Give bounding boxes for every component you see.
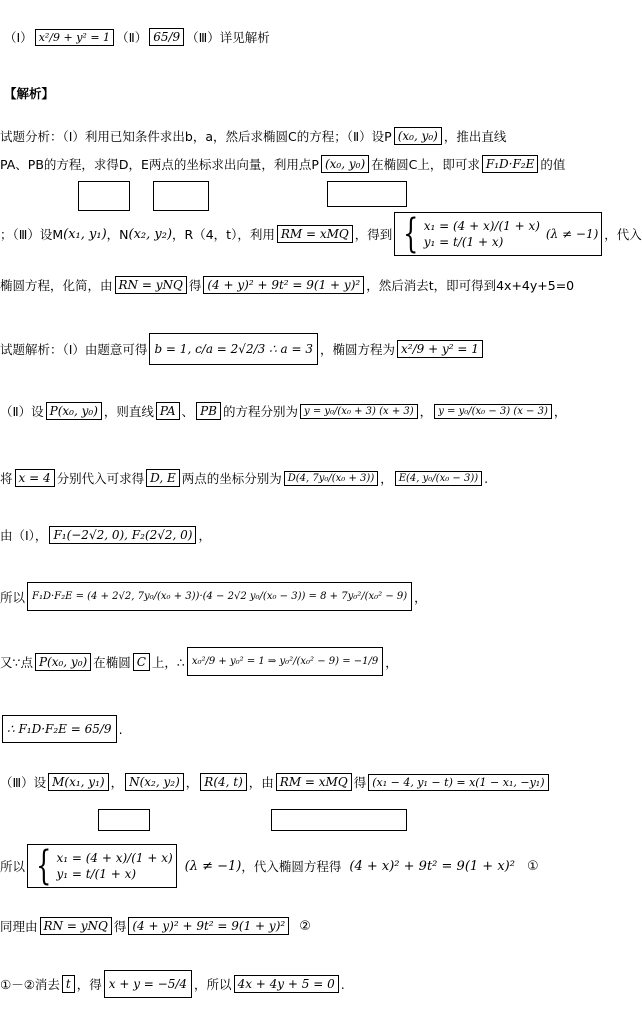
analysis-text: ，R（4，t），利用 [172, 227, 275, 242]
point-m-formula: M(x₁, y₁) [48, 773, 108, 791]
variable-t-label: t [62, 975, 75, 993]
analysis-text: 的值 [540, 157, 566, 172]
solution-line-4 [0, 526, 211, 544]
analysis-text: ，得到 [354, 227, 393, 242]
line-pb-label: PB [196, 402, 221, 420]
point-d-coords: D(4, 7y₀/(x₀ + 3)) [284, 471, 378, 486]
analysis-text: 试题分析：（Ⅰ）利用已知条件求出b，a，然后求椭圆C的方程；（Ⅱ）设P [0, 129, 392, 144]
solution-text: 将 [0, 471, 13, 486]
point-e-coords: E(4, y₀/(x₀ − 3)) [395, 471, 482, 486]
answer-part3-label: （Ⅲ）详见解析 [186, 30, 270, 45]
empty-formula-box [78, 181, 130, 211]
empty-formula-box [98, 809, 150, 831]
solution-text: ，由 [248, 775, 274, 790]
solution-text: . [484, 470, 489, 486]
solution-text: 分别代入可求得 [56, 471, 145, 486]
x-equals-4-label: x = 4 [15, 469, 55, 487]
solution-text: ， [385, 654, 398, 670]
solution-line-8 [0, 773, 551, 791]
sum-result-formula: x + y = −5/4 [104, 970, 192, 998]
solution-text: ， [380, 471, 393, 486]
vector-coordinate-equation: (x₁ − 4, y₁ − t) = x(1 − x₁, −y₁) [368, 774, 548, 791]
answer-ellipse-equation: x²/9 + y² = 1 [35, 29, 114, 46]
point-p-formula: P(x₀, y₀) [46, 402, 102, 420]
point-p-formula: (x₀, y₀) [321, 155, 369, 173]
analysis-line-4 [0, 276, 574, 294]
solution-text: 试题解析：（Ⅰ）由题意可得 [0, 342, 148, 357]
analysis-text: 椭圆方程，化简，由 [0, 278, 113, 293]
vector-relation-formula: RM = xMQ [276, 773, 352, 791]
point-p-formula: P(x₀, y₀) [35, 653, 91, 671]
vector-dot-formula: F₁D·F₂E [482, 155, 538, 173]
solution-text: 上，∴ [151, 654, 185, 670]
analysis-line-1 [0, 127, 506, 145]
analysis-text: ，然后消去t，即可得到4x+4y+5=0 [366, 278, 575, 293]
solution-text: ，所以 [194, 977, 232, 992]
solution-text: 所以 [0, 589, 26, 605]
solution-text: ，则直线 [103, 404, 154, 419]
point-p-formula: (x₀, y₀) [394, 127, 442, 145]
solution-text: 、 [181, 404, 195, 419]
solution-text: ， [553, 404, 567, 419]
solution-line-11 [0, 970, 345, 998]
solution-text: ， [185, 775, 199, 790]
solution-text: 所以 [0, 859, 26, 874]
solution-text: ， [419, 404, 433, 419]
empty-formula-box [327, 181, 407, 207]
dot-product-result: ∴ F₁D·F₂E = 65/9 [2, 715, 117, 743]
solution-text: ， [110, 775, 124, 790]
solution-text: . [118, 721, 123, 737]
equation-tag-1: ① [526, 858, 539, 874]
line-pa-equation: y = y₀/(x₀ + 3) (x + 3) [300, 404, 418, 419]
vector-relation-formula: RN = yNQ [40, 917, 112, 935]
solution-line-10 [0, 917, 311, 935]
solution-line-6 [0, 647, 398, 676]
solution-text: （Ⅲ）设 [0, 775, 47, 790]
point-m-formula: (x₁, y₁) [63, 226, 107, 242]
solution-text: （Ⅱ）设 [0, 404, 44, 419]
solution-line-2 [0, 402, 566, 420]
analysis-text: ，推出直线 [443, 129, 507, 144]
analysis-text: 得 [188, 278, 202, 293]
line-pa-label: PA [156, 402, 180, 420]
ellipse-substitution-formula: (4 + y)² + 9t² = 9(1 + y)² [203, 276, 364, 294]
answer-dot-product-value: 65/9 [149, 28, 184, 46]
analysis-line-2 [0, 155, 565, 173]
solution-text: ，代入椭圆方程得 [241, 859, 342, 874]
system-row-y: y₁ = t/(1 + x) [56, 867, 137, 881]
section-title-text: 【解析】 [4, 86, 55, 101]
analysis-text: ，代入 [604, 227, 642, 242]
solution-text: 在椭圆 [93, 654, 131, 670]
solution-text: ，得 [76, 977, 102, 992]
analysis-text: ；（Ⅲ）设M [0, 227, 64, 242]
line-pb-equation: y = y₀/(x₀ − 3) (x − 3) [434, 404, 552, 419]
dot-product-expansion: F₁D·F₂E = (4 + 2√2, 7y₀/(x₀ + 3))·(4 − 2√2 y₀/(x₀ − 3)) = 8 + 7y₀²/(x₀² − 9) [27, 582, 412, 611]
solution-text: 同理由 [0, 919, 38, 934]
lambda-condition: (λ ≠ −1) [545, 227, 599, 241]
solution-line-1 [0, 333, 485, 365]
solution-text: 得 [113, 919, 127, 934]
solution-text: . [340, 976, 345, 992]
ellipse-substitution-formula-1: (4 + x)² + 9t² = 9(1 + x)² [349, 858, 515, 874]
ellipse-substitution-formula: x₀²/9 + y₀² = 1 ⇒ y₀²/(x₀² − 9) = −1/9 [187, 647, 383, 676]
foci-coords: F₁(−2√2, 0), F₂(2√2, 0) [49, 526, 196, 544]
solution-text: ①－②消去 [0, 977, 60, 992]
answer-line [4, 28, 270, 46]
solution-text: ，椭圆方程为 [320, 342, 396, 357]
analysis-text: PA、PB的方程，求得D，E两点的坐标求出向量，利用点P [0, 157, 319, 172]
solution-text: ， [198, 528, 211, 543]
solution-line-9 [0, 844, 539, 888]
point-r-formula: R(4, t) [200, 773, 246, 791]
solution-text: 由（Ⅰ）， [0, 528, 48, 543]
vector-relation-formula: RM = xMQ [277, 225, 353, 243]
solution-line-3 [0, 469, 488, 487]
vector-relation-formula: RN = yNQ [115, 276, 187, 294]
solution-line-5 [0, 582, 427, 611]
point-n-formula: (x₂, y₂) [128, 226, 173, 242]
solution-text: 得 [353, 775, 367, 790]
analysis-text: 在椭圆C上，即可求 [371, 157, 480, 172]
solution-line-7 [0, 715, 123, 743]
empty-formula-box [153, 181, 209, 211]
answer-part1-label: （Ⅰ） [4, 30, 33, 45]
ellipse-equation-formula: x²/9 + y² = 1 [397, 340, 483, 358]
solution-text: ， [414, 589, 427, 605]
coordinate-system-formula: { x₁ = (4 + x)/(1 + x) y₁ = t/(1 + x) (λ ≠ −1) [394, 212, 602, 256]
analysis-text: ，N [106, 227, 129, 242]
system-row-x: x₁ = (4 + x)/(1 + x) [423, 219, 540, 233]
lambda-condition: (λ ≠ −1) [184, 858, 242, 874]
final-result-formula: 4x + 4y + 5 = 0 [234, 975, 339, 993]
ab-values-formula: b = 1, c/a = 2√2/3 ∴ a = 3 [149, 333, 318, 365]
system-row-y: y₁ = t/(1 + x) [423, 235, 504, 249]
solution-text: 又∵点 [0, 654, 33, 670]
solution-text: 两点的坐标分别为 [181, 471, 282, 486]
ellipse-substitution-formula-2: (4 + y)² + 9t² = 9(1 + y)² [128, 917, 289, 935]
ellipse-c-label: C [133, 653, 150, 671]
point-n-formula: N(x₂, y₂) [125, 773, 184, 791]
solution-text: 的方程分别为 [222, 404, 298, 419]
system-row-x: x₁ = (4 + x)/(1 + x) [56, 851, 173, 865]
section-title [4, 84, 54, 102]
equation-tag-2: ② [299, 918, 311, 934]
points-de-label: D, E [146, 469, 180, 487]
analysis-line-3 [0, 212, 642, 256]
empty-formula-box [271, 809, 407, 831]
answer-part2-label: （Ⅱ） [116, 30, 148, 45]
coordinate-system-formula: { x₁ = (4 + x)/(1 + x) y₁ = t/(1 + x) [27, 844, 177, 888]
